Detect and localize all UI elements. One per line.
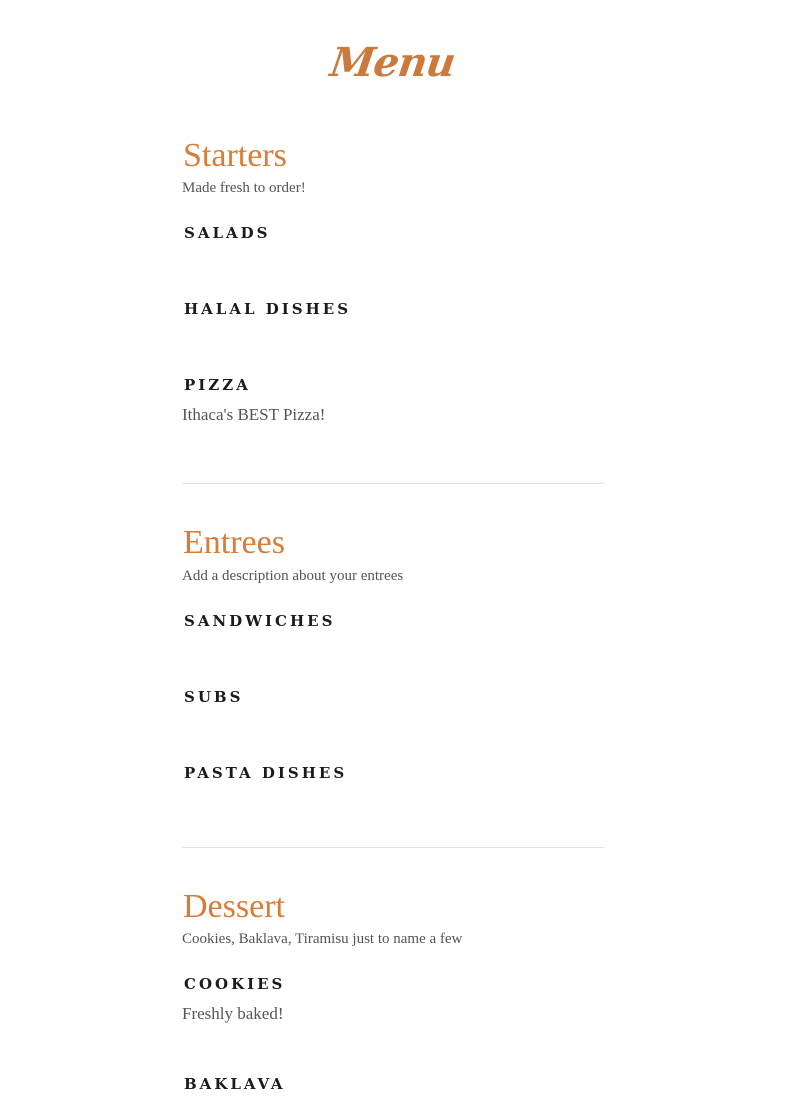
section-title: Starters — [183, 137, 287, 174]
menu-item-sandwiches: SANDWICHES — [184, 612, 336, 630]
section-description: Add a description about your entrees — [182, 568, 404, 584]
section-divider — [182, 847, 604, 848]
section-description: Made fresh to order! — [182, 180, 306, 196]
menu-item-cookies: COOKIES — [184, 975, 286, 993]
menu-item-pasta-dishes: PASTA DISHES — [184, 764, 348, 782]
menu-item-baklava: BAKLAVA — [184, 1075, 286, 1093]
menu-item-halal-dishes: HALAL DISHES — [184, 300, 352, 318]
menu-item-description: Freshly baked! — [182, 1004, 284, 1023]
section-divider — [182, 483, 604, 484]
section-title: Dessert — [183, 888, 285, 925]
section-description: Cookies, Baklava, Tiramisu just to name a few — [182, 931, 463, 947]
menu-item-pizza: PIZZA — [184, 376, 251, 394]
menu-item-description: Ithaca's BEST Pizza! — [182, 405, 326, 424]
menu-item-salads: SALADS — [184, 224, 271, 242]
menu-title: Menu — [327, 39, 458, 86]
section-title: Entrees — [183, 524, 285, 561]
menu-item-subs: SUBS — [184, 688, 244, 706]
